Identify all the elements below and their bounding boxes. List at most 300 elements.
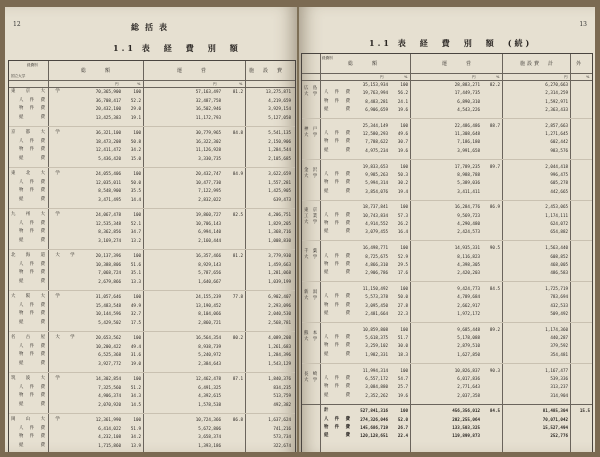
total-percent: 13.9 <box>130 442 141 448</box>
facility-amount: 1,174,360 <box>545 326 568 332</box>
total-percent: 51.6 <box>130 261 141 267</box>
total-amount: 2,906,786 <box>365 270 388 276</box>
facility-amount: 1,281,068 <box>268 270 291 275</box>
total-percent: 31.6 <box>130 352 141 357</box>
right-table-title: 1.1 表 経 費 別 額 (続) <box>369 38 533 48</box>
facility-amount: 81,485,304 <box>542 408 568 414</box>
total-amount: 1,715,860 <box>98 442 121 448</box>
total-percent: 100 <box>400 245 408 251</box>
facility-amount: 4,089,208 <box>268 335 291 340</box>
institution-label: 金 沢 大 学 <box>304 167 322 179</box>
operation-amount: 24,155,239 <box>195 294 221 299</box>
operation-amount: 16,284,776 <box>454 204 480 210</box>
operation-amount: 3,411,411 <box>457 188 480 194</box>
row-label: 経 費 <box>324 270 351 276</box>
total-amount: 11,994,314 <box>362 367 388 373</box>
operation-amount: 19,860,727 <box>195 212 221 217</box>
total-amount: 36,321,100 <box>95 130 121 135</box>
facility-amount: 1,557,281 <box>268 179 291 185</box>
running-head: 総括表 <box>131 22 173 32</box>
column-header-facility: 施 設 費 <box>249 68 285 74</box>
total-amount: 20,137,396 <box>95 253 121 258</box>
row-label: 物 件 費 <box>324 261 351 267</box>
operation-amount: 3,991,658 <box>457 147 480 153</box>
total-percent: 56.2 <box>397 90 408 96</box>
row-label: 物 件 費 <box>19 147 46 152</box>
total-percent: 17.5 <box>130 319 141 325</box>
facility-amount: 1,167,477 <box>545 367 568 373</box>
facility-amount: 6,902,407 <box>268 294 291 299</box>
total-percent: 100 <box>133 212 141 217</box>
total-percent: 54.7 <box>397 375 408 381</box>
facility-amount: 573,734 <box>273 434 291 439</box>
total-percent: 30.0 <box>397 343 408 349</box>
total-percent: 100 <box>133 171 141 176</box>
institution-label: 広 島 大 学 <box>304 86 322 97</box>
total-percent: 19.6 <box>397 106 408 112</box>
operation-amount: 5,787,656 <box>198 270 221 275</box>
page-number-right: 13 <box>579 21 587 28</box>
operation-amount: 11,308,648 <box>454 131 480 137</box>
operation-percent: 90.5 <box>489 245 500 251</box>
operation-amount: 2,832,022 <box>198 196 221 202</box>
total-amount: 8,362,856 <box>98 229 121 234</box>
operation-amount: 1,578,538 <box>198 401 221 407</box>
row-label: 人 件 費 <box>324 416 351 422</box>
total-amount: 8,725,675 <box>365 253 388 259</box>
operation-amount: 6,890,310 <box>457 98 480 104</box>
row-label: 人 件 費 <box>19 138 46 144</box>
total-amount: 25,344,149 <box>362 122 388 128</box>
facility-amount: 432,533 <box>550 302 568 308</box>
total-percent: 100 <box>133 89 141 94</box>
row-label: 物 件 費 <box>19 311 46 316</box>
operation-amount: 2,160,444 <box>198 237 221 243</box>
facility-amount: 252,776 <box>550 433 568 439</box>
total-amount: 4,906,374 <box>98 393 121 398</box>
total-amount: 19,833,653 <box>362 163 388 169</box>
total-percent: 30.7 <box>397 139 408 145</box>
operation-amount: 16,502,946 <box>195 106 221 111</box>
operation-amount: 2,420,203 <box>457 270 480 276</box>
left-table-title: 1.1 表 経 費 別 額 <box>113 43 241 53</box>
operation-percent: 89.7 <box>489 163 500 169</box>
operation-amount: 13,190,452 <box>195 302 221 308</box>
operation-amount: 7,122,995 <box>198 188 221 193</box>
operation-amount: 32,487,758 <box>195 97 221 103</box>
facility-amount: 608,852 <box>550 253 568 259</box>
operation-amount: 10,826,837 <box>454 367 480 373</box>
institution-label: 東 北 大 学 <box>11 171 63 176</box>
row-label: 経 費 <box>324 351 351 357</box>
operation-amount: 30,779,965 <box>195 130 221 135</box>
row-label: 物 件 費 <box>324 139 351 145</box>
operation-amount: 5,178,088 <box>457 335 480 341</box>
total-percent: 100 <box>133 376 141 381</box>
facility-amount: 539,336 <box>550 375 568 381</box>
operation-amount: 10,724,366 <box>195 417 221 422</box>
total-percent: 57.3 <box>397 212 408 218</box>
total-amount: 11,150,492 <box>362 286 388 291</box>
operation-amount: 16,564,354 <box>195 335 221 340</box>
total-amount: 3,169,274 <box>98 237 121 243</box>
facility-amount: 379,592 <box>550 343 568 349</box>
operation-amount: 9,424,773 <box>457 286 480 291</box>
operation-percent: 82.2 <box>489 82 500 87</box>
column-header-operation: 運 営 <box>442 61 479 67</box>
operation-amount: 16,322,302 <box>195 138 221 144</box>
unit-percent: % <box>137 82 141 86</box>
operation-percent: 84.9 <box>232 171 243 176</box>
row-label: 人 件 費 <box>19 97 46 103</box>
total-percent: 100 <box>400 163 408 169</box>
facility-amount: 492,382 <box>273 401 291 407</box>
row-label: 人 件 費 <box>324 335 351 341</box>
facility-amount: 2,150,906 <box>268 138 291 144</box>
total-amount: 12,580,293 <box>362 131 388 137</box>
row-label: 物 件 費 <box>19 106 46 111</box>
row-label: 経 費 <box>19 155 46 161</box>
total-percent: 50.3 <box>397 171 408 177</box>
row-label: 物 件 費 <box>19 393 46 398</box>
row-label: 人 件 費 <box>19 261 46 267</box>
total-amount: 14,302,854 <box>95 376 121 381</box>
unit-yen: 円 <box>380 75 384 79</box>
facility-amount: 1,261,683 <box>268 343 291 349</box>
total-percent: 26.7 <box>397 425 408 430</box>
row-label: 物 件 費 <box>324 221 351 226</box>
row-label: 人 件 費 <box>324 253 351 259</box>
operation-amount: 133,503,325 <box>452 425 480 430</box>
total-percent: 50.8 <box>130 138 141 144</box>
total-percent: 15.0 <box>130 155 141 161</box>
total-percent: 100 <box>400 326 408 332</box>
total-percent: 32.7 <box>130 311 141 316</box>
row-label: 経 費 <box>324 433 351 439</box>
total-amount: 2,352,262 <box>365 392 388 398</box>
facility-amount: 624,072 <box>550 221 568 226</box>
facility-amount: 1,284,396 <box>268 352 291 357</box>
total-percent: 18.3 <box>397 351 408 357</box>
total-percent: 27.8 <box>397 302 408 308</box>
row-label: 物 件 費 <box>324 302 351 308</box>
facility-amount: 983,576 <box>550 147 568 153</box>
total-amount: 19,763,994 <box>362 90 388 96</box>
operation-amount: 28,883,271 <box>454 82 480 87</box>
operation-amount: 9,685,448 <box>457 326 480 332</box>
institution-label: 筑 波 大 学 <box>11 376 63 381</box>
total-percent: 34.2 <box>130 147 141 152</box>
operation-amount: 2,879,510 <box>457 343 480 349</box>
row-label: 物 件 費 <box>324 180 351 186</box>
operation-amount: 20,432,747 <box>195 171 221 176</box>
row-label: 物 件 費 <box>324 425 351 430</box>
row-label: 物 件 費 <box>19 270 46 275</box>
facility-amount: 313,237 <box>550 384 568 390</box>
facility-amount: 440,287 <box>550 335 568 341</box>
total-amount: 3,854,076 <box>365 188 388 194</box>
unit-percent: % <box>239 82 243 86</box>
facility-amount: 1,459,663 <box>268 261 291 267</box>
total-percent: 100 <box>400 408 408 414</box>
facility-amount: 1,840,376 <box>268 376 291 381</box>
facility-amount: 2,568,781 <box>268 319 291 325</box>
total-amount: 3,927,772 <box>98 360 121 366</box>
operation-amount: 17,449,735 <box>454 90 480 96</box>
total-amount: 35,153,934 <box>362 82 388 87</box>
total-percent: 22.4 <box>397 433 408 439</box>
row-label: 経 費 <box>324 188 351 194</box>
operation-amount: 12,462,478 <box>195 376 221 381</box>
total-amount: 12,411,472 <box>95 147 121 152</box>
total-percent: 30.2 <box>397 180 408 186</box>
total-percent: 16.4 <box>397 229 408 235</box>
row-label: 人 件 費 <box>19 343 46 349</box>
operation-percent: 81.2 <box>232 89 243 94</box>
row-label: 経 費 <box>324 229 351 235</box>
facility-amount: 3,622,659 <box>268 171 291 176</box>
left-expense-table <box>8 60 296 452</box>
total-amount: 2,481,664 <box>365 310 388 316</box>
row-label: 人 件 費 <box>19 302 46 308</box>
operation-amount: 8,929,143 <box>198 261 221 267</box>
total-amount: 120,128,651 <box>360 433 388 439</box>
operation-amount: 4,789,684 <box>457 294 480 300</box>
operation-amount: 202,255,064 <box>452 416 480 422</box>
facility-amount: 5,541,135 <box>268 130 291 135</box>
total-amount: 18,473,208 <box>95 138 121 144</box>
operation-amount: 6,491,325 <box>198 384 221 390</box>
facility-amount: 509,492 <box>550 310 568 316</box>
operation-percent: 84.5 <box>489 286 500 291</box>
operation-amount: 5,389,036 <box>457 180 480 186</box>
operation-percent: 81.2 <box>232 253 243 258</box>
row-label: 経 費 <box>19 237 46 243</box>
total-percent: 19.1 <box>130 114 141 120</box>
column-header-facility: 施設費 計 <box>520 61 556 67</box>
row-label: 人 件 費 <box>324 90 351 96</box>
institution-label: 大 阪 大 学 <box>11 294 63 299</box>
operation-amount: 456,356,012 <box>452 408 480 414</box>
operation-amount: 4,290,480 <box>457 221 480 226</box>
unit-percent: % <box>404 75 408 79</box>
operation-amount: 2,771,643 <box>457 384 480 390</box>
operation-amount: 3,658,374 <box>198 434 221 439</box>
total-amount: 5,436,420 <box>98 155 121 161</box>
facility-percent: 15.5 <box>579 408 590 414</box>
total-percent: 35.1 <box>130 270 141 275</box>
total-amount: 3,079,455 <box>365 229 388 235</box>
total-percent: 100 <box>400 367 408 373</box>
institution-label: 長 崎 大 学 <box>304 371 322 383</box>
operation-amount: 16,357,466 <box>195 253 221 258</box>
column-header-other: 外 <box>576 61 582 67</box>
total-percent: 100 <box>400 122 408 128</box>
facility-amount: 1,637,624 <box>268 417 291 422</box>
total-amount: 10,388,806 <box>95 261 121 267</box>
facility-amount: 1,008,830 <box>268 237 291 243</box>
operation-amount: 11,172,793 <box>195 114 221 120</box>
total-percent: 52.9 <box>397 253 408 259</box>
institution-label: 新 潟 大 学 <box>304 290 322 301</box>
facility-amount: 1,425,905 <box>268 188 291 193</box>
total-amount: 13,425,383 <box>95 114 121 120</box>
facility-amount: 1,829,205 <box>268 220 291 226</box>
total-amount: 6,414,022 <box>98 425 121 431</box>
total-percent: 100 <box>133 130 141 135</box>
row-label: 人 件 費 <box>19 220 46 226</box>
facility-amount: 1,039,199 <box>268 278 291 284</box>
row-label: 経 費 <box>19 401 46 407</box>
total-percent: 100 <box>400 204 408 210</box>
facility-amount: 322,674 <box>273 442 291 448</box>
total-percent: 14.4 <box>130 196 141 202</box>
facility-amount: 2,453,065 <box>545 204 568 210</box>
total-percent: 25.7 <box>397 384 408 390</box>
corner-header-bottom: 国立大学 <box>11 74 26 78</box>
institution-label: 岡 山 大 学 <box>11 417 63 422</box>
row-label: 経 費 <box>324 106 351 112</box>
total-amount: 4,232,108 <box>98 434 121 439</box>
total-amount: 4,975,234 <box>365 147 388 153</box>
facility-amount: 996,475 <box>550 171 568 177</box>
facility-amount: 1,543,129 <box>268 360 291 366</box>
operation-amount: 10,477,730 <box>195 179 221 185</box>
corner-header-top: 経費別 <box>27 63 38 67</box>
total-amount: 5,429,502 <box>98 319 121 325</box>
operation-percent: 84.8 <box>232 130 243 135</box>
facility-amount: 13,275,871 <box>265 89 291 94</box>
institution-label: 名 古 屋 大 学 <box>11 335 78 340</box>
total-amount: 20,432,100 <box>95 106 121 111</box>
total-percent: 100 <box>133 294 141 299</box>
row-label: 計 <box>324 408 330 414</box>
total-amount: 6,906,659 <box>365 106 388 112</box>
total-percent: 19.6 <box>397 392 408 398</box>
operation-amount: 11,126,928 <box>195 147 221 152</box>
column-header-total: 総 額 <box>81 68 118 74</box>
total-amount: 7,325,560 <box>98 384 121 390</box>
operation-amount: 7,186,180 <box>457 139 480 145</box>
total-amount: 2,679,866 <box>98 278 121 284</box>
total-amount: 31,057,646 <box>95 294 121 299</box>
total-amount: 12,535,348 <box>95 220 121 226</box>
operation-amount: 17,789,235 <box>454 163 480 169</box>
row-label: 人 件 費 <box>324 131 351 137</box>
operation-percent: 86.8 <box>232 417 243 422</box>
total-amount: 4,914,552 <box>365 221 388 226</box>
row-label: 人 件 費 <box>324 294 351 300</box>
total-percent: 14.5 <box>130 401 141 407</box>
facility-amount: 834,235 <box>273 384 291 390</box>
row-label: 物 件 費 <box>19 434 46 439</box>
total-amount: 274,326,046 <box>360 416 388 422</box>
row-label: 物 件 費 <box>19 352 46 357</box>
facility-amount: 1,174,111 <box>545 212 568 218</box>
operation-amount: 6,017,836 <box>457 375 480 381</box>
unit-yen: 円 <box>213 82 217 86</box>
institution-label: 熊 本 大 学 <box>304 330 322 342</box>
operation-amount: 3,330,735 <box>198 155 221 161</box>
total-percent: 52.0 <box>397 416 408 422</box>
total-percent: 13.2 <box>130 237 141 243</box>
institution-label: 神 戸 大 学 <box>304 126 322 138</box>
operation-amount: 8,116,823 <box>457 253 480 259</box>
row-label: 人 件 費 <box>324 375 351 381</box>
facility-amount: 602,442 <box>550 139 568 145</box>
facility-amount: 468,005 <box>550 261 568 267</box>
total-percent: 49.9 <box>130 302 141 308</box>
operation-amount: 4,543,226 <box>457 106 480 112</box>
total-amount: 3,084,880 <box>365 384 388 390</box>
facility-amount: 3,779,930 <box>268 253 291 258</box>
operation-amount: 9,569,723 <box>457 212 480 218</box>
row-label: 人 件 費 <box>19 179 46 185</box>
total-percent: 22.3 <box>397 310 408 316</box>
right-page <box>299 7 595 452</box>
institution-label: 京 都 大 学 <box>11 130 63 135</box>
facility-amount: 654,882 <box>550 229 568 235</box>
total-amount: 5,618,375 <box>365 335 388 341</box>
operation-amount: 14,935,331 <box>454 245 480 251</box>
total-amount: 10,200,422 <box>95 343 121 349</box>
total-percent: 34.7 <box>130 229 141 234</box>
total-percent: 51.7 <box>397 335 408 341</box>
total-percent: 34.3 <box>130 393 141 398</box>
total-percent: 50.0 <box>397 294 408 300</box>
total-amount: 8,548,900 <box>98 188 121 193</box>
operation-amount: 1,627,850 <box>457 351 480 357</box>
total-amount: 5,994,314 <box>365 180 388 186</box>
total-amount: 145,686,719 <box>360 425 388 430</box>
operation-amount: 2,424,573 <box>457 229 480 235</box>
operation-amount: 2,860,721 <box>198 319 221 325</box>
row-label: 経 費 <box>19 319 46 325</box>
total-percent: 49.4 <box>130 343 141 349</box>
operation-amount: 1,972,172 <box>457 310 480 316</box>
facility-amount: 3,929,154 <box>268 106 291 111</box>
row-label: 経 費 <box>19 278 46 284</box>
total-percent: 100 <box>133 253 141 258</box>
operation-percent: 87.1 <box>232 376 243 381</box>
total-percent: 19.6 <box>397 147 408 153</box>
facility-amount: 783,694 <box>550 294 568 300</box>
facility-amount: 639,473 <box>273 196 291 202</box>
facility-amount: 513,759 <box>273 393 291 398</box>
operation-amount: 8,988,788 <box>457 171 480 177</box>
institution-label: 東 京 大 学 <box>11 89 63 94</box>
facility-amount: 1,368,716 <box>268 229 291 234</box>
total-amount: 6,557,172 <box>365 375 388 381</box>
total-amount: 16,498,771 <box>362 245 388 251</box>
facility-amount: 354,481 <box>550 351 568 357</box>
operation-percent: 89.2 <box>489 326 500 332</box>
total-amount: 24,067,478 <box>95 212 121 217</box>
operation-percent: 90.3 <box>489 367 500 373</box>
facility-amount: 2,363,433 <box>545 106 568 112</box>
total-percent: 26.2 <box>397 221 408 226</box>
total-amount: 15,483,548 <box>95 302 121 308</box>
operation-percent: 84.5 <box>489 408 500 414</box>
operation-amount: 4,392,615 <box>198 393 221 398</box>
row-label: 経 費 <box>324 392 351 398</box>
institution-label: 千 葉 大 学 <box>304 249 322 261</box>
unit-yen: 円 <box>472 75 476 79</box>
operation-amount: 10,706,143 <box>195 220 221 226</box>
operation-amount: 1,640,667 <box>198 278 221 284</box>
facility-amount: 1,284,544 <box>268 147 291 152</box>
total-amount: 3,259,102 <box>365 343 388 349</box>
